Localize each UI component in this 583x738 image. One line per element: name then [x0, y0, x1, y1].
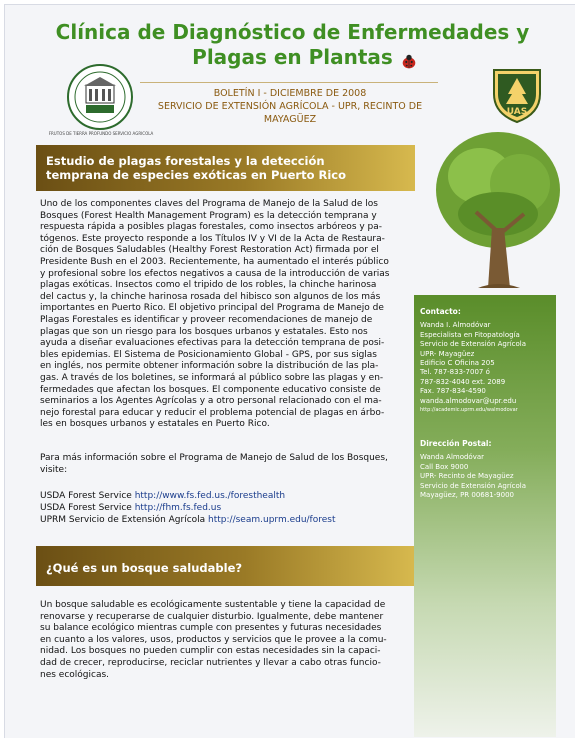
postal-box: Call Box 9000: [420, 462, 469, 471]
forest-service-shield-logo: [488, 66, 546, 124]
section2-heading-banner: [36, 546, 415, 586]
text-line: visite:: [40, 464, 68, 475]
text-line: plagas exóticas. Insectos como el tripido de los robles, la chinche harinosa: [40, 280, 377, 291]
text-line: del cactus y, la chinche harinosa rosada del hibisco son algunos de los más: [40, 291, 381, 302]
text-line: Plagas Forestales es identificar y proveer recomendaciones de manejo de: [40, 314, 373, 325]
bulletin-info: [140, 87, 440, 126]
extension-agricola-logo: [66, 63, 134, 131]
ladybug-icon: [400, 53, 418, 71]
text-line: renovarse y recuperarse de cualquier disturbio. Igualmente, debe mantener: [40, 611, 384, 622]
text-line: tógenos. Este proyecto responde a los Títulos IV y VI de la Acta de Restaura-: [40, 233, 385, 244]
contact-tel-ext: 787-832-4040 ext. 2089: [420, 377, 506, 386]
contact-tel: Tel. 787-833-7007 ó: [420, 368, 490, 377]
postal-campus: UPR- Recinto de Mayagüez: [420, 472, 514, 481]
link-row: [40, 490, 336, 502]
left-logo-caption: FRUTOS DE TIERRA PROFUNDO SERVICIO AGRICOLA: [48, 131, 154, 136]
link-seam-forest[interactable]: http://seam.uprm.edu/forest: [208, 515, 336, 525]
text-line: dad de crecer, reproducirse, reciclar nutrientes y llevar a cabo otras funcio-: [40, 657, 381, 668]
title-line-2: Plagas en Plantas: [192, 45, 393, 69]
section1-heading-line1: Estudio de plagas forestales y la detección: [46, 154, 325, 168]
bulletin-date: BOLETÍN I - DICIEMBRE DE 2008: [213, 88, 367, 99]
postal-name: Wanda Almodóvar: [420, 453, 485, 462]
text-line: gas. A través de los boletines, se informará al público sobre las plagas y en-: [40, 372, 384, 383]
link-label: USDA Forest Service: [40, 491, 135, 501]
postal-service: Servicio de Extensión Agrícola: [420, 481, 527, 490]
section1-paragraph: [40, 199, 405, 431]
text-line: Para más información sobre el Programa de Manejo de Salud de los Bosques,: [40, 453, 388, 463]
text-line: Uno de los componentes claves del Programa de Manejo de la Salud de los: [40, 199, 378, 209]
text-line: nidad. Los bosques no pueden cumplir con estas necesidades sin la capaci-: [40, 646, 381, 657]
right-logo-text: UAS: [506, 107, 528, 117]
text-line: bles epidemias. El Sistema de Posicionamiento Global - GPS, por sus siglas: [40, 349, 377, 360]
contact-campus: UPR- Mayagüez: [420, 349, 475, 358]
text-line: seminarios a los Agentes Agrícolas y a otro personal relacionado con el ma-: [40, 396, 382, 407]
link-row: [40, 502, 336, 514]
text-line: les en bosques urbanos y estatales en Puerto Rico.: [40, 419, 270, 430]
text-line: y profesional sobre los efectos negativos a causa de la introducción de varias: [40, 268, 390, 279]
link-fhm[interactable]: http://fhm.fs.fed.us: [134, 503, 222, 513]
contact-website[interactable]: http://academic.uprm.edu/walmodovar: [420, 407, 518, 414]
section2-heading: ¿Qué es un bosque saludable?: [46, 561, 243, 575]
postal-heading: Dirección Postal:: [420, 439, 492, 448]
link-label: USDA Forest Service: [40, 503, 135, 513]
text-line: Bosques (Forest Health Management Program) es la detección temprana y: [40, 210, 377, 221]
text-line: ción de Bosques Saludables (Healthy Forest Restoration Act) firmada por el: [40, 245, 379, 256]
text-line: nejo forestal para educar y reducir el problema potencial de plagas en árbo-: [40, 407, 385, 418]
tree-illustration: [428, 128, 568, 298]
text-line: nes ecológicas.: [40, 669, 110, 680]
text-line: en inglés, nos permite obtener información sobre la distribución de las pla-: [40, 361, 379, 372]
contact-office: Edificio C Oficina 205: [420, 359, 495, 368]
text-line: fermedades que afectan los bosques. El componente educativo consiste de: [40, 384, 381, 395]
postal-block: [420, 439, 526, 500]
contact-title: Especialista en Fitopatología: [420, 330, 520, 339]
text-line: su balance ecológico mientras cumple con presentes y futuras necesidades: [40, 623, 382, 634]
link-foresthealth[interactable]: http://www.fs.fed.us./foresthealth: [134, 491, 286, 501]
more-info-text: [40, 453, 405, 476]
link-row: [40, 514, 336, 526]
contact-sidebar: [414, 295, 556, 737]
text-line: Un bosque saludable es ecológicamente sustentable y tiene la capacidad de: [40, 600, 386, 610]
section1-heading-banner: [36, 145, 415, 191]
contact-name: Wanda I. Almodóvar: [420, 321, 491, 330]
contact-email[interactable]: wanda.almodovar@upr.edu: [420, 396, 517, 405]
contact-fax: Fax. 787-834-4590: [420, 387, 486, 396]
postal-city: Mayagüez, PR 00681-9000: [420, 491, 514, 500]
text-line: plagas que son un riesgo para los bosques urbanos y estatales. Esto nos: [40, 326, 368, 337]
contact-service: Servicio de Extensión Agrícola: [420, 340, 527, 349]
header-divider: [140, 82, 438, 83]
bulletin-service: SERVICIO DE EXTENSIÓN AGRÍCOLA - UPR, RECINTO DE MAYAGÜEZ: [157, 101, 423, 125]
text-line: importantes en Puerto Rico. El objetivo principal del Programa de Manejo de: [40, 303, 384, 314]
text-line: en cuanto a los valores, usos, productos y servicios que le provee a la comu-: [40, 634, 387, 645]
title-line-1: Clínica de Diagnóstico de Enfermedades y: [55, 20, 530, 44]
text-line: ayuda a diseñar evaluaciones efectivas para la detección temprana de posi-: [40, 338, 385, 349]
contact-heading: Contacto:: [420, 307, 461, 316]
contact-block: [420, 307, 526, 415]
resource-links: [40, 490, 336, 526]
section2-paragraph: [40, 600, 400, 681]
link-label: UPRM Servicio de Extensión Agrícola: [40, 515, 209, 525]
text-line: Presidente Bush en el 2003. Recientemente, ha aumentado el interés público: [40, 256, 389, 267]
text-line: respuesta rápida a posibles plagas forestales, como insectos arbóreos y pa-: [40, 222, 383, 233]
section1-heading-line2: temprana de especies exóticas en Puerto Rico: [46, 168, 346, 182]
